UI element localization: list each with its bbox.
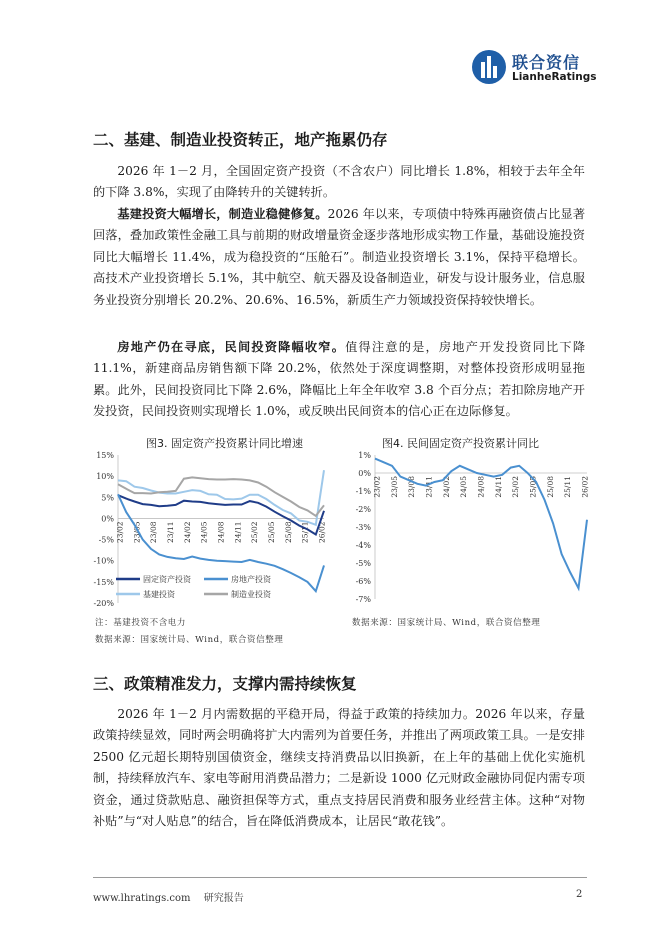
y-tick-label: -1% bbox=[355, 487, 371, 496]
logo-mark-icon bbox=[472, 50, 506, 84]
y-tick-label: -20% bbox=[93, 599, 114, 608]
x-tick-label: 23/08 bbox=[149, 521, 159, 544]
series-line-3 bbox=[118, 470, 324, 525]
y-tick-label: -4% bbox=[355, 541, 371, 550]
figure-4-title: 图4. 民间固定资产投资累计同比 bbox=[382, 437, 539, 450]
x-tick-label: 23/02 bbox=[115, 521, 125, 544]
y-tick-label: 10% bbox=[96, 472, 114, 482]
y-tick-label: -5% bbox=[98, 535, 114, 545]
paragraph-body: 2026 年以来，专项债中特殊再融资债占比显著回落，叠加政策性金融工具与前期的财政增量资金逐步落地形成实物工作量，基础设施投资同比大幅增长 11.4%，成为稳投资的“压舱石”。制造业投资增长 3.1%，保持平稳增长。高技术产业投资增长 5.1%，其中航空、航天器及设备制造业，研发与设计服务业，信息服务业投资分别增长 20.2%、20.6%、16.5%，新质生产力领域投资保持较快增长。 bbox=[93, 207, 586, 307]
figure-3-note: 注：基建投资不含电力 bbox=[95, 618, 187, 628]
footer-divider bbox=[93, 877, 587, 878]
x-tick-label: 24/08 bbox=[216, 521, 226, 544]
x-tick-label: 23/08 bbox=[407, 476, 417, 498]
y-tick-label: 1% bbox=[358, 451, 371, 460]
paragraph-lead: 房地产仍在寻底，民间投资降幅收窄。 bbox=[117, 340, 346, 354]
figure-3-title: 图3. 固定资产投资累计同比增速 bbox=[146, 437, 303, 450]
x-tick-label: 26/02 bbox=[580, 476, 590, 498]
figure-4-chart bbox=[345, 448, 595, 608]
x-tick-label: 25/02 bbox=[250, 521, 260, 544]
x-tick-label: 24/08 bbox=[476, 476, 486, 498]
legend-label: 制造业投资 bbox=[231, 590, 271, 599]
section-3-paragraph-1: 2026 年 1－2 月内需数据的平稳开局，得益于政策的持续加力。2026 年以来，存量政策持续显效，同时两会明确将扩大内需列为首要任务，并推出了两项政策工具。一是安排 2500 亿元超长期特别国债资金，继续支持消费品以旧换新，在上年的基础上优化实施机制，持续释放汽车、家电等耐用消费品潜力；二是新设 1000 亿元财政金融协同促内需专项资金，通过贷款贴息、融资担保等方式，重点支持居民消费和服务业经营主体。这种“对物补贴”与“对人贴息”的结合，旨在降低消费成本，让居民“敢花钱”。 bbox=[93, 707, 585, 829]
figure-4-source: 数据来源：国家统计局、Wind，联合资信整理 bbox=[352, 618, 541, 628]
x-tick-label: 25/05 bbox=[528, 476, 538, 498]
y-tick-label: 0% bbox=[101, 514, 114, 524]
y-tick-label: -3% bbox=[355, 523, 371, 532]
y-tick-label: -2% bbox=[355, 505, 371, 514]
x-tick-label: 25/08 bbox=[283, 521, 293, 544]
legend-label: 房地产投资 bbox=[231, 575, 271, 584]
y-tick-label: -5% bbox=[355, 559, 371, 568]
y-tick-label: -6% bbox=[355, 577, 371, 586]
x-tick-label: 24/02 bbox=[441, 476, 451, 498]
x-tick-label: 24/05 bbox=[199, 521, 209, 544]
x-tick-label: 25/11 bbox=[300, 521, 310, 544]
x-tick-label: 26/02 bbox=[317, 521, 327, 544]
footer-left bbox=[93, 889, 244, 904]
x-tick-label: 25/08 bbox=[545, 476, 555, 498]
section-3-heading: 三、政策精准发力，支撑内需持续恢复 bbox=[93, 675, 357, 693]
x-tick-label: 23/02 bbox=[372, 476, 382, 498]
legend-label: 基建投资 bbox=[143, 590, 175, 599]
x-tick-label: 24/02 bbox=[182, 521, 192, 544]
x-tick-label: 24/05 bbox=[459, 476, 469, 498]
x-tick-label: 23/11 bbox=[424, 476, 434, 498]
x-tick-label: 23/05 bbox=[132, 521, 142, 544]
y-tick-label: -15% bbox=[93, 577, 114, 587]
y-tick-label: -10% bbox=[93, 556, 114, 566]
y-tick-label: 15% bbox=[96, 451, 114, 460]
figure-3-source: 数据来源：国家统计局、Wind，联合资信整理 bbox=[95, 635, 284, 645]
company-logo bbox=[472, 50, 597, 88]
page-number: 2 bbox=[576, 889, 583, 900]
x-tick-label: 24/11 bbox=[493, 476, 503, 498]
footer-doc-type: 研究报告 bbox=[203, 893, 244, 904]
figure-3-chart bbox=[88, 448, 340, 614]
x-tick-label: 23/05 bbox=[389, 476, 399, 498]
logo-text-en: LianheRatings bbox=[512, 71, 597, 83]
x-tick-label: 25/11 bbox=[563, 476, 573, 498]
paragraph-body: 值得注意的是，房地产开发投资同比下降 11.1%，新建商品房销售额下降 20.2%，依然处于深度调整期，对整体投资形成明显拖累。此外，民间投资同比下降 2.6%，降幅比上年全年收窄 3.8 个百分点；若扣除房地产开发投资，民间投资则实现增长 1.0%，或反映出民间资本的信心正在边际修复。 bbox=[93, 340, 586, 419]
logo-text-cn: 联合资信 bbox=[512, 53, 581, 72]
x-tick-label: 24/11 bbox=[233, 521, 243, 544]
section-2-paragraph-1: 2026 年 1－2 月，全国固定资产投资（不含农户）同比增长 1.8%，相较于去年全年的下降 3.8%，实现了由降转升的关键转折。 bbox=[93, 164, 585, 200]
section-2-paragraph-2 bbox=[93, 204, 585, 311]
paragraph-lead: 基建投资大幅增长，制造业稳健修复。 bbox=[117, 207, 328, 221]
y-tick-label: 0% bbox=[358, 469, 371, 478]
x-tick-label: 25/05 bbox=[267, 521, 276, 544]
x-tick-label: 23/11 bbox=[166, 521, 175, 544]
x-tick-label: 25/02 bbox=[511, 476, 521, 498]
y-tick-label: 5% bbox=[101, 493, 114, 503]
section-2-heading: 二、基建、制造业投资转正，地产拖累仍存 bbox=[93, 131, 388, 149]
footer-website: www.lhratings.com bbox=[93, 893, 191, 904]
legend-label: 固定资产投资 bbox=[143, 575, 191, 584]
section-2-paragraph-3 bbox=[93, 337, 585, 423]
y-tick-label: -7% bbox=[355, 595, 371, 604]
